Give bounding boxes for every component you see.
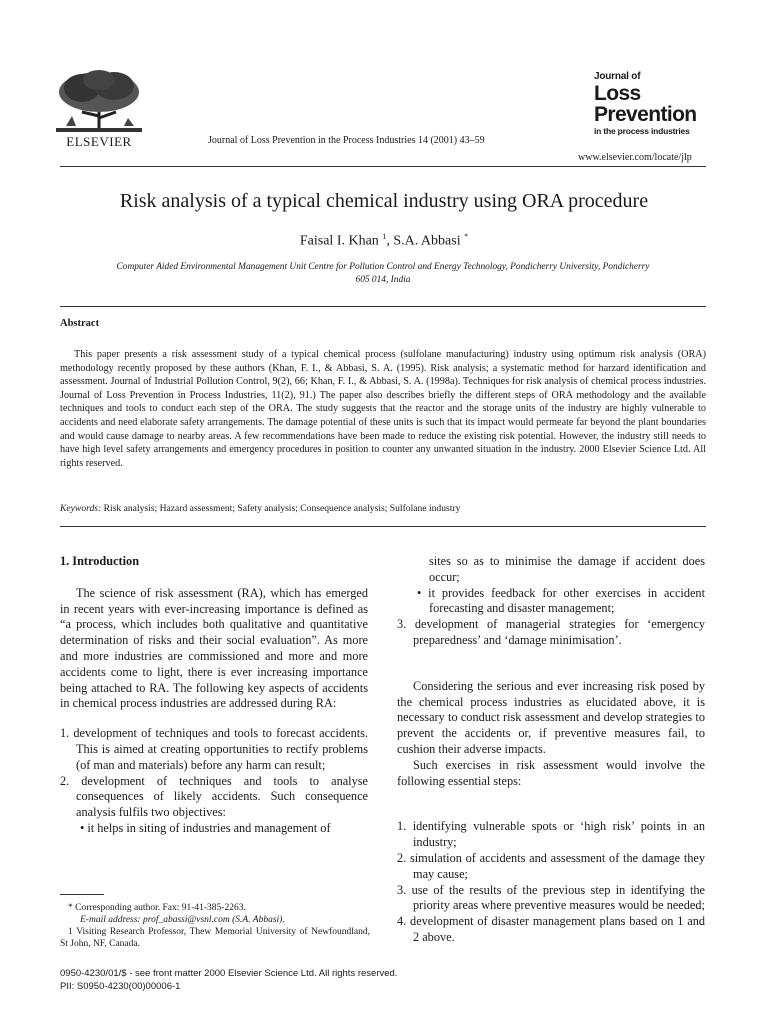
journal-url[interactable]: www.elsevier.com/locate/jlp — [578, 152, 692, 163]
pii-line: PII: S0950-4230(00)00006-1 — [60, 980, 181, 992]
aspects-list-continued — [397, 617, 705, 649]
footnote-corresponding: * Corresponding author. Fax: 91-41-385-2263. — [68, 903, 246, 913]
list-item: 1. development of techniques and tools to forecast accidents. This is aimed at creating opportunities to rectify problems (of man and materials) before any harm can result; — [60, 726, 368, 772]
bullet-item-continued: sites so as to minimise the damage if accident does occur; — [429, 554, 705, 584]
journal-reference: Journal of Loss Prevention in the Process Industries 14 (2001) 43–59 — [208, 135, 485, 146]
list-item: 3. use of the results of the previous step in identifying the priority areas where preventive measures would be needed; — [397, 882, 705, 913]
affiliation-line-1: Computer Aided Environmental Management Unit Centre for Pollution Control and Energy Technology, Pondicherry University, Pondicherry — [116, 262, 650, 272]
author-2: S.A. Abbasi — [393, 233, 461, 249]
copyright-block — [60, 968, 397, 993]
journal-logo-line3: Prevention — [594, 103, 697, 126]
section-heading: 1. Introduction — [60, 554, 140, 568]
bullet-item: • it provides feedback for other exercises in accident forecasting and disaster management; — [417, 585, 705, 616]
header-divider — [60, 166, 706, 167]
affiliation-line-2: 605 014, India — [355, 275, 411, 285]
aspects-list — [60, 726, 368, 821]
abstract-text: This paper presents a risk assessment study of a typical chemical process (sulfolane manufacturing) industry using optimum risk analysis (ORA) methodology recently proposed by these authors (Khan, F. I., & Abbasi, S. A. (1995). Risk analysis; a systematic method for harzard identification and assessment. Journal of Industrial Pollution Control, 9(2), 66; Khan, F. I., & Abbasi, S. A. (1998a). Techniques for risk analysis of chemical process industries. Journal of Loss Prevention in Process Industries, 11(2), 91.) The paper also describes briefly the different steps of ORA methodology and the available techniques and tools to conduct each step of the ORA. The study suggests that the reactor and the storage units of the industry are highly vulnerable to accidents and need elaborate safety arrangements. The damage potential of these units is such that its impact would permeate far beyond the plant boundaries and would cause damage to nearby areas. A few recommendations have been made to reduce the existing risk potential. However, the industry still needs to have high level safety arrangements and emergency procedures in position to counter any unwanted situation in the industry. 2000 Elsevier Science Ltd. All rights reserved. — [60, 349, 706, 469]
footnote-divider — [60, 894, 104, 895]
journal-logo-line4: in the process industries — [594, 126, 690, 136]
affiliation — [60, 261, 706, 287]
left-column — [60, 554, 368, 837]
abstract-top-divider — [60, 306, 706, 307]
journal-logo-line2: Loss — [594, 82, 641, 105]
list-item: 2. development of techniques and tools to analyse consequences of likely accidents. Such consequence analysis fulfils two objectives: — [60, 773, 368, 820]
list-item: 3. development of managerial strategies for ‘emergency preparedness’ and ‘damage minimisation’. — [397, 617, 705, 647]
footnotes — [60, 902, 370, 950]
footnote-email: E-mail address: prof_abassi@vsnl.com (S.A. Abbasi). — [80, 915, 285, 925]
intro-paragraph-1: The science of risk assessment (RA), which has emerged in recent years with ever-increasing importance is defined as “a process, which includes both qualitative and quantitative determination of risks and their social evaluation”. As more and more industries are commissioned and more and more accidents come to light, there is ever increasing importance being attached to RA. The following key aspects of accidents in chemical process industries are addressed during RA: — [60, 585, 368, 711]
abstract-bottom-divider — [60, 526, 706, 527]
journal-logo-line1: Journal of — [594, 71, 641, 82]
publisher-name: ELSEVIER — [66, 134, 132, 149]
footnote-visiting: 1 Visiting Research Professor, Thew Memorial University of Newfoundland, St John, NF, Canada. — [60, 927, 370, 949]
elsevier-tree-icon — [52, 68, 146, 134]
essential-steps-list — [397, 819, 705, 945]
issn-line: 0950-4230/01/$ - see front matter 2000 Elsevier Science Ltd. All rights reserved. — [60, 968, 398, 979]
keywords-label: Keywords: — [60, 503, 102, 514]
list-item: 1. identifying vulnerable spots or ‘high risk’ points in an industry; — [397, 819, 705, 850]
abstract-heading: Abstract — [60, 318, 100, 329]
list-item: 4. development of disaster management plans based on 1 and 2 above. — [397, 914, 705, 944]
elsevier-logo — [50, 68, 148, 148]
right-column — [397, 554, 705, 946]
intro-paragraph-3: Such exercises in risk assessment would involve the following essential steps: — [397, 757, 705, 788]
keywords — [60, 503, 460, 514]
list-item: 2. simulation of accidents and assessment of the damage they may cause; — [397, 850, 705, 881]
author-2-mark: * — [464, 232, 469, 241]
bullet-item: • it helps in siting of industries and management of — [80, 820, 331, 835]
author-1: Faisal I. Khan — [299, 233, 379, 249]
journal-logo — [594, 72, 697, 136]
article-title: Risk analysis of a typical chemical industry using ORA procedure — [119, 190, 649, 212]
author-1-mark: 1 — [382, 232, 387, 241]
intro-paragraph-2: Considering the serious and ever increasing risk posed by the chemical process industries as elucidated above, it is necessary to conduct risk assessment and develop strategies to prevent the accidents or, if preventive measures fail, to cushion their adverse impacts. — [397, 678, 705, 756]
keywords-list: Risk analysis; Hazard assessment; Safety analysis; Consequence analysis; Sulfolane industry — [103, 503, 461, 514]
author-list: Faisal I. Khan $^1$, S.A. Abbasi * — [299, 232, 469, 249]
